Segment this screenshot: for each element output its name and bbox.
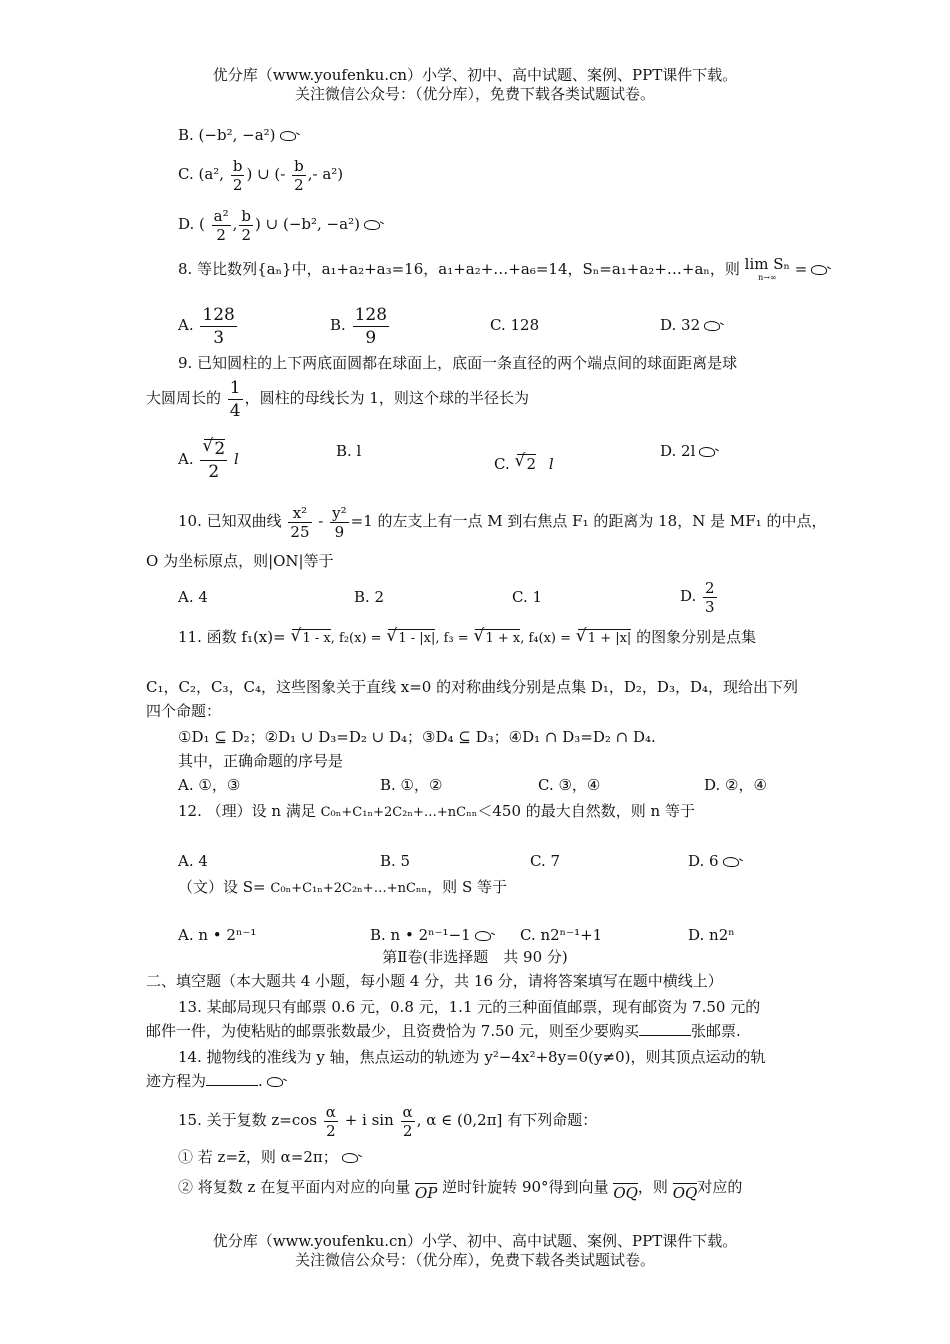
q8-option-a: A. $\frac{128}{3}$ — [178, 304, 235, 348]
edit-mark-icon — [699, 447, 715, 457]
q11-option-c: C. ③，④ — [538, 776, 601, 794]
q12-option-d: D. 6 — [688, 850, 739, 872]
fraction: $\frac{\alpha}{2}$ — [402, 1102, 413, 1140]
q11-line-3: 四个命题： — [146, 702, 222, 720]
q13-line-2: 邮件一件，为使粘贴的邮票张数最少，且资费恰为 7.50 元，则至少要购买 张邮票. — [146, 1022, 741, 1040]
q9-option-b: B. l — [336, 442, 362, 460]
q11-option-b: B. ①，② — [380, 776, 443, 794]
q11-line-1: 11. 函数 f₁(x)= √ 1 - x, f₂(x) = √ 1 - |x|, f₃ = √ 1 + x, f₄(x) = √ 1 + |x| 的图象分别是点集 — [178, 626, 756, 650]
q15-line-1: 15. 关于复数 z=cos $\frac{\alpha}{2}$ + i sin $\frac{\alpha}{2}$ , α ∈ (0,2π] 有下列命题： — [178, 1102, 598, 1140]
q10-option-d: D. $\frac{2}{3}$ — [680, 578, 715, 616]
q7-option-b: B. (−b², −a²) — [178, 124, 296, 146]
q11-line-2: C₁，C₂，C₃，C₄，这些图象关于直线 x=0 的对称曲线分别是点集 D₁，D₂，D₃，D₄，现给出下列 — [146, 678, 798, 696]
q9-option-c: C. √ 2 l — [494, 440, 554, 475]
q12-line-1: 12. （理）设 n 满足 C₀ₙ+C₁ₙ+2C₂ₙ+…+nCₙₙ＜450 的最大自然数，则 n 等于 — [178, 802, 695, 820]
q10-line-2: O 为坐标原点，则|ON|等于 — [146, 552, 334, 570]
footer-line-1: 优分库（www.youfenku.cn）小学、初中、高中试题、案例、PPT课件下载。 — [212, 1232, 738, 1250]
fraction: $\frac{\text{x²}}{25}$ — [290, 503, 310, 541]
vector-oq: OQ — [613, 1184, 638, 1202]
q11-option-a: A. ①，③ — [178, 776, 241, 794]
fraction: $\frac{128}{3}$ — [202, 304, 235, 348]
q9-line-1: 9. 已知圆柱的上下两底面圆都在球面上，底面一条直径的两个端点间的球面距离是球 — [178, 354, 738, 372]
q12-option-c: C. 7 — [530, 852, 561, 870]
answer-blank[interactable] — [639, 1021, 691, 1036]
q12-wen-option-c: C. n2ⁿ⁻¹+1 — [520, 926, 603, 944]
part2-title: 第Ⅱ卷(非选择题 共 90 分) — [382, 948, 568, 966]
answer-blank[interactable] — [206, 1071, 258, 1086]
q12-wen-line: （文）设 S= C₀ₙ+C₁ₙ+2C₂ₙ+…+nCₙₙ，则 S 等于 — [178, 878, 507, 896]
q10-option-b: B. 2 — [354, 588, 385, 606]
edit-mark-icon — [704, 321, 720, 331]
q12-wen-option-b: B. n • 2ⁿ⁻¹−1 — [370, 924, 491, 946]
q9-line-2: 大圆周长的 $\frac{1}{4}$ ，圆柱的母线长为 1，则这个球的半径长为 — [146, 377, 529, 421]
q13-line-1: 13. 某邮局现只有邮票 0.6 元，0.8 元，1.1 元的三种面值邮票，现有邮资为 7.50 元的 — [178, 998, 761, 1016]
header-line-1: 优分库（www.youfenku.cn）小学、初中、高中试题、案例、PPT课件下载。 — [212, 66, 738, 84]
header-line-2: 关注微信公众号：（优分库），免费下载各类试题试卷。 — [294, 85, 655, 103]
edit-mark-icon — [364, 220, 380, 230]
edit-mark-icon — [475, 931, 491, 941]
limit-expression: lim Sₙ n→∞ — [744, 255, 791, 282]
q8-stem: 8. 等比数列{aₙ}中，a₁+a₂+a₃=16，a₁+a₂+…+a₆=14，Sₙ=a₁+a₂+…+aₙ，则 lim Sₙ n→∞ = — [178, 256, 827, 284]
page-header — [0, 66, 950, 104]
fraction: $\frac{2}{3}$ — [705, 578, 715, 616]
q12-option-b: B. 5 — [380, 852, 411, 870]
edit-mark-icon — [280, 131, 296, 141]
edit-mark-icon — [723, 857, 739, 867]
q8-option-c: C. 128 — [490, 316, 540, 334]
q11-option-d: D. ②，④ — [704, 776, 767, 794]
q11-line-5: 其中，正确命题的序号是 — [178, 752, 344, 770]
edit-mark-icon — [342, 1153, 358, 1163]
q10-option-a: A. 4 — [178, 588, 208, 606]
q12-wen-option-d: D. n2ⁿ — [688, 926, 735, 944]
fraction: $\frac{\alpha}{2}$ — [325, 1102, 336, 1140]
fraction: $\frac{1}{4}$ — [229, 377, 241, 421]
q15-item-2: ② 将复数 z 在复平面内对应的向量 OP 逆时针旋转 90°得到向量 OQ，则 OQ对应的 — [178, 1178, 743, 1202]
edit-mark-icon — [811, 265, 827, 275]
fraction: $\frac{\text{y²}}{9}$ — [332, 503, 347, 541]
fraction: $\frac{128}{9}$ — [354, 304, 388, 348]
fraction: $\frac{b}{2}$ — [241, 206, 252, 244]
page-footer — [0, 1232, 950, 1270]
q14-line-1: 14. 抛物线的准线为 y 轴，焦点运动的轨迹为 y²−4x²+8y=0(y≠0)，则其顶点运动的轨 — [178, 1048, 766, 1066]
fraction: $\frac{\text{a²}}{2}$ — [213, 206, 229, 244]
q8-option-b: B. $\frac{128}{9}$ — [330, 304, 388, 348]
footer-line-2: 关注微信公众号：（优分库），免费下载各类试题试卷。 — [294, 1251, 655, 1269]
part2-section: 二、填空题（本大题共 4 小题，每小题 4 分，共 16 分，请将答案填写在题中横线上） — [146, 972, 723, 990]
q11-line-4: ①D₁ ⊆ D₂；②D₁ ∪ D₃=D₂ ∪ D₄；③D₄ ⊆ D₃；④D₁ ∩ D₃=D₂ ∩ D₄. — [178, 728, 656, 746]
q9-option-d: D. 2l — [660, 440, 715, 462]
q7-option-d: D. ( $\frac{\text{a²}}{2}$ , $\frac{b}{2}$ ) ∪ (−b², −a²) — [178, 202, 380, 246]
vector-oq: OQ — [672, 1184, 698, 1202]
q9-option-a: A. √ $\frac{2}{2}$ l — [178, 436, 239, 483]
fraction: $\frac{b}{2}$ — [232, 156, 243, 194]
q12-wen-option-a: A. n • 2ⁿ⁻¹ — [178, 926, 257, 944]
q10-option-c: C. 1 — [512, 588, 543, 606]
q12-option-a: A. 4 — [178, 852, 208, 870]
fraction: √ $\frac{2}{2}$ — [200, 438, 227, 483]
fraction: $\frac{b}{2}$ — [294, 156, 304, 194]
edit-mark-icon — [267, 1077, 283, 1087]
vector-op: OP — [415, 1184, 438, 1202]
q7-option-c: C. (a², $\frac{b}{2}$ ) ∪ (- $\frac{b}{2}$ ,- a²) — [178, 156, 344, 194]
q15-item-1: ① 若 z=z̄，则 α=2π； — [178, 1146, 358, 1168]
q10-line-1: 10. 已知双曲线 $\frac{\text{x²}}{25}$ - $\frac{\text{y²}}{9}$ =1 的左支上有一点 M 到右焦点 F₁ 的距离为 18，N 是 MF₁ 的中点， — [178, 503, 827, 541]
q8-option-d: D. 32 — [660, 314, 720, 336]
q14-line-2: 迹方程为 . — [146, 1070, 283, 1092]
